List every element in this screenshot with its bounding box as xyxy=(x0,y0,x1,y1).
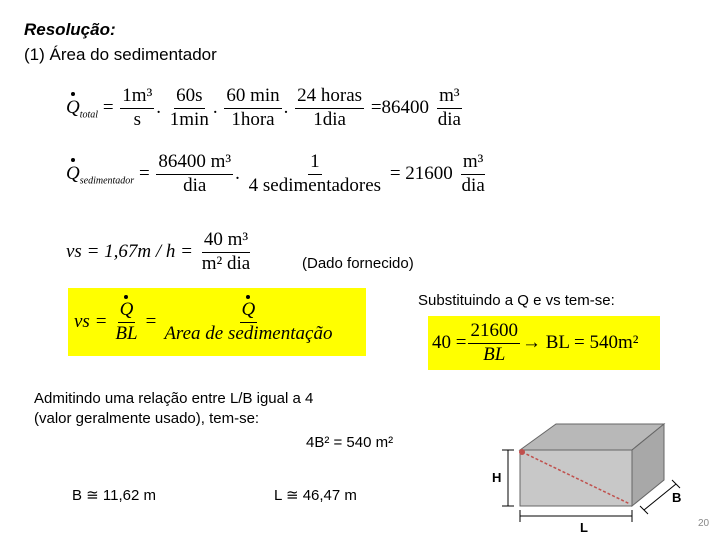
section-subtitle: (1) Área do sedimentador xyxy=(24,45,217,64)
assumption-line-2: (valor geralmente usado), tem-se: xyxy=(34,410,260,427)
label-l: L xyxy=(580,520,588,535)
q-sed-symbol: Q xyxy=(66,162,80,184)
substitution-note: Substituindo a Q e vs tem-se: xyxy=(418,292,615,309)
diagonal-point xyxy=(519,449,525,455)
l-result: L ≅ 46,47 m xyxy=(274,487,357,504)
equation-vs: vs = 1,67m / h = $\frac{\text{40 m³}}{\text{m² dia}}$ xyxy=(66,229,251,274)
equation-qsed: $Q_{sedimentador}$ = $\frac{\text{86400 m³}}{\text{dia}}$ . $\frac{1}{\text{4 sedimentadores}}$ = 21600 $\frac{\text{m³}}{\text{dia}}$ xyxy=(66,151,485,196)
fraction: $\frac{60 \min}{\text{1hora}}$ xyxy=(226,85,280,130)
assumption-line-1: Admitindo uma relação entre L/B igual a 4 xyxy=(34,390,314,407)
fraction: $\frac{\text{40 m³}}{\text{m² dia}}$ xyxy=(201,229,251,274)
section-title: Resolução: xyxy=(24,20,116,39)
fraction: $\frac{21600}{BL}$ xyxy=(470,319,518,365)
b-result: B ≅ 11,62 m xyxy=(72,487,156,504)
fraction: $\frac{\text{1m³}}{s}$ xyxy=(122,85,153,130)
tank-diagram xyxy=(486,416,696,540)
unit-fraction: $\frac{\text{m³}}{\text{dia}}$ xyxy=(437,85,461,130)
fraction: $\frac{Q}{\text{Area de sedimentação}}$ xyxy=(164,298,333,344)
label-h: H xyxy=(492,470,502,485)
unit-fraction: $\frac{\text{m³}}{\text{dia}}$ xyxy=(461,151,485,196)
equation-qtotal: $Q_{total}$ = $\frac{\text{1m³}}{s}$ . $\frac{60s}{1\min}$ . $\frac{60 \min}{\text{1hora}}$ . $\frac{\text{24 horas}}{\text{1dia}}$ =86400 $\frac{\text{m³}}{\text{dia}}$ xyxy=(66,85,461,130)
given-note: (Dado fornecido) xyxy=(302,255,414,272)
page-number: 20 xyxy=(698,518,710,529)
fraction: $\frac{Q}{BL}$ xyxy=(115,298,138,344)
equation-4b2: 4B² = 540 m² xyxy=(306,434,394,451)
label-b: B xyxy=(672,490,682,505)
highlight-box-vs: vs = $\frac{Q}{BL}$ = $\frac{Q}{\text{Area de sedimentação}}$ xyxy=(68,288,366,356)
q-total-symbol: Q xyxy=(66,96,80,118)
highlight-box-bl: 40 = $\frac{21600}{BL}$ → BL = 540m² xyxy=(428,316,660,370)
fraction: $\frac{\text{24 horas}}{\text{1dia}}$ xyxy=(297,85,363,130)
fraction: $\frac{\text{86400 m³}}{\text{dia}}$ xyxy=(158,151,232,196)
fraction: $\frac{1}{\text{4 sedimentadores}}$ xyxy=(248,151,382,196)
fraction: $\frac{60s}{1\min}$ xyxy=(169,85,209,130)
